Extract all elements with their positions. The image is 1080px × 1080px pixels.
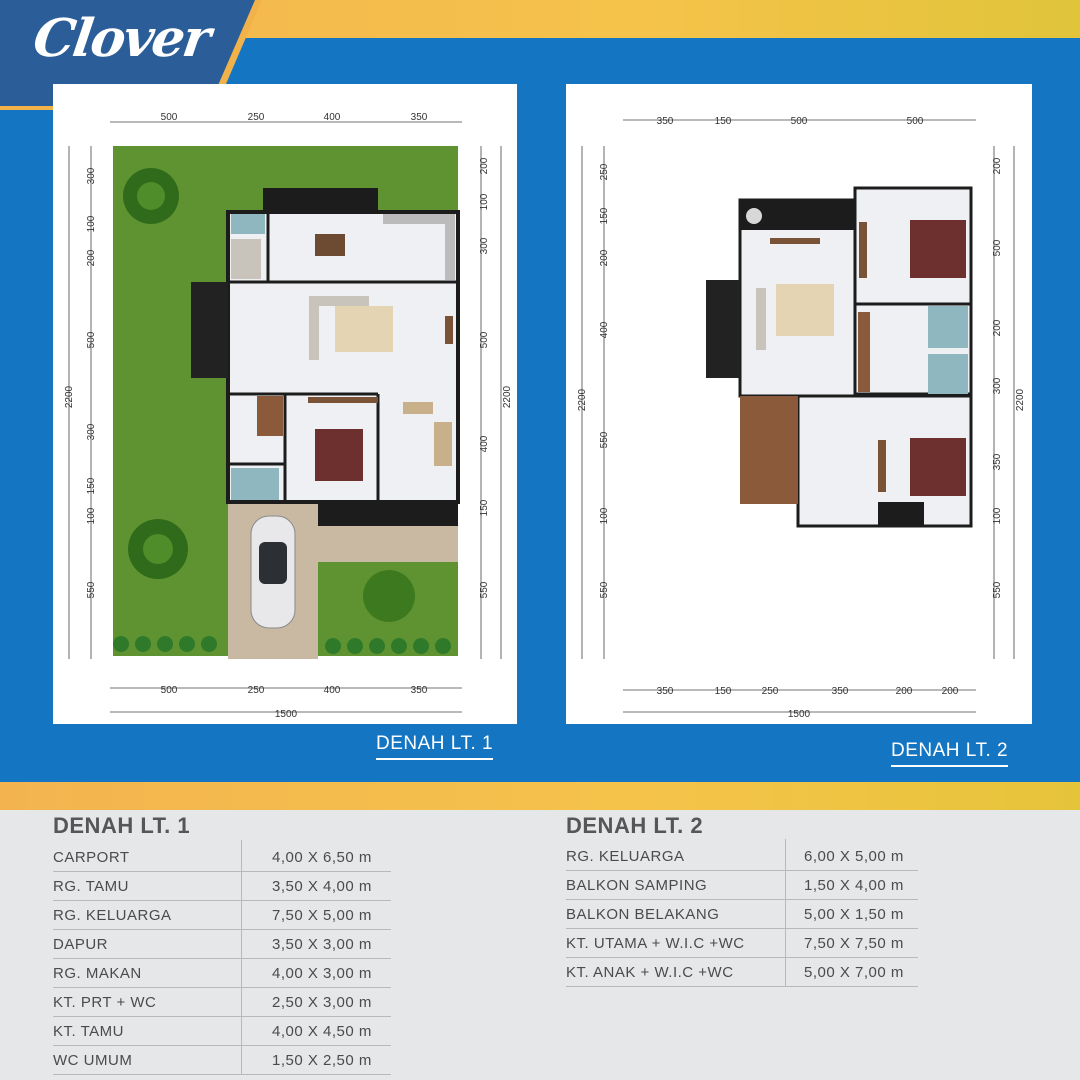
spec-row: [53, 930, 391, 959]
dim-left-4: 500: [86, 331, 97, 349]
spec-room-name: WC UMUM: [53, 1052, 133, 1069]
dim-left-8: 550: [86, 581, 97, 599]
spec-divider: [241, 869, 242, 901]
dim-bottom-total: 1500: [787, 709, 811, 720]
dim-top-1: 500: [160, 112, 178, 123]
kids-wc: [928, 354, 968, 394]
spec-divider: [241, 1014, 242, 1046]
family-sofa: [756, 288, 766, 350]
specs-1-title: DENAH LT. 1: [53, 813, 191, 838]
living-rug: [335, 306, 393, 352]
floor-plan-1: [53, 84, 517, 724]
dim-left-2: 150: [599, 207, 610, 225]
dim-left-3: 200: [86, 249, 97, 267]
floor-plan-1-drawing: [53, 84, 517, 724]
spec-room-size: 4,00 X 4,50 m: [272, 1023, 372, 1040]
dim-right-6: 150: [479, 499, 490, 517]
dim-top-2: 250: [247, 112, 265, 123]
spec-row: [566, 842, 918, 871]
spec-room-size: 3,50 X 3,00 m: [272, 936, 372, 953]
front-terrace: [318, 502, 458, 526]
kids-bed: [910, 438, 966, 496]
guest-bed: [315, 429, 363, 481]
bottom-gold-stripe: [0, 782, 1080, 810]
spec-room-name: KT. UTAMA + W.I.C +WC: [566, 935, 745, 952]
dim-top-1: 350: [656, 116, 674, 127]
floor-plan-2: [566, 84, 1032, 724]
master-wc: [928, 306, 968, 348]
shrub-icon: [363, 570, 415, 622]
spec-row: [53, 901, 391, 930]
spec-room-size: 1,50 X 2,50 m: [272, 1052, 372, 1069]
dim-bottom-total: 1500: [274, 709, 298, 720]
dim-left-7: 550: [599, 581, 610, 599]
plan-2-caption: DENAH LT. 2: [891, 740, 1008, 767]
dim-right-total: 2200: [1015, 388, 1026, 412]
dim-left-1: 250: [599, 163, 610, 181]
spec-room-name: RG. MAKAN: [53, 965, 142, 982]
dim-left-6: 150: [86, 477, 97, 495]
spec-divider: [241, 956, 242, 988]
dim-left-2: 100: [86, 215, 97, 233]
dim-right-7: 550: [479, 581, 490, 599]
dim-bottom-2: 250: [247, 685, 265, 696]
dim-right-1: 200: [479, 157, 490, 175]
spec-row: [53, 872, 391, 901]
spec-divider: [785, 897, 786, 929]
spec-room-name: KT. PRT + WC: [53, 994, 157, 1011]
spec-divider: [241, 927, 242, 959]
front-balcony: [878, 502, 924, 526]
dim-right-4: 300: [992, 377, 1003, 395]
dim-bottom-4: 350: [410, 685, 428, 696]
dim-top-4: 350: [410, 112, 428, 123]
spec-room-size: 7,50 X 7,50 m: [804, 935, 904, 952]
spec-row: [53, 1046, 391, 1075]
plan-1-caption: DENAH LT. 1: [376, 733, 493, 760]
spec-divider: [785, 868, 786, 900]
dim-top-4: 500: [906, 116, 924, 127]
dim-right-4: 500: [479, 331, 490, 349]
spec-divider: [241, 985, 242, 1017]
spec-row: [566, 929, 918, 958]
spec-row: [53, 843, 391, 872]
dim-bottom-2: 150: [714, 686, 732, 697]
dim-left-5: 550: [599, 431, 610, 449]
side-balcony: [191, 282, 228, 378]
prt-bed: [231, 239, 261, 279]
spec-room-size: 6,00 X 5,00 m: [804, 848, 904, 865]
spec-room-size: 4,00 X 6,50 m: [272, 849, 372, 866]
spec-room-name: RG. TAMU: [53, 878, 129, 895]
kitchen-counter: [383, 214, 455, 224]
specs-1-table: [53, 843, 391, 1075]
dim-top-3: 400: [323, 112, 341, 123]
family-rug: [776, 284, 834, 336]
dim-left-1: 300: [86, 167, 97, 185]
spec-room-size: 2,50 X 3,00 m: [272, 994, 372, 1011]
spec-room-size: 3,50 X 4,00 m: [272, 878, 372, 895]
wardrobe: [858, 312, 870, 392]
dim-right-7: 550: [992, 581, 1003, 599]
dim-right-3: 300: [479, 237, 490, 255]
spec-room-size: 5,00 X 1,50 m: [804, 906, 904, 923]
dim-bottom-3: 400: [323, 685, 341, 696]
spec-row: [566, 871, 918, 900]
side-balcony: [706, 280, 740, 378]
dim-bottom-3: 250: [761, 686, 779, 697]
dim-bottom-1: 500: [160, 685, 178, 696]
spec-room-name: KT. TAMU: [53, 1023, 124, 1040]
dim-right-5: 350: [992, 453, 1003, 471]
dim-top-3: 500: [790, 116, 808, 127]
spec-divider: [785, 839, 786, 871]
dim-right-6: 100: [992, 507, 1003, 525]
dining-table: [315, 234, 345, 256]
brand-logo: Clover: [29, 8, 213, 69]
spec-row: [53, 1017, 391, 1046]
spec-row: [566, 958, 918, 987]
spec-room-name: BALKON SAMPING: [566, 877, 708, 894]
spec-room-name: BALKON BELAKANG: [566, 906, 720, 923]
dim-bottom-1: 350: [656, 686, 674, 697]
spec-room-name: RG. KELUARGA: [53, 907, 172, 924]
stair-void: [740, 396, 798, 504]
spec-room-name: RG. KELUARGA: [566, 848, 685, 865]
spec-room-size: 4,00 X 3,00 m: [272, 965, 372, 982]
dim-right-3: 200: [992, 319, 1003, 337]
spec-row: [53, 988, 391, 1017]
spec-room-name: CARPORT: [53, 849, 130, 866]
dim-left-4: 400: [599, 321, 610, 339]
dim-right-2: 500: [992, 239, 1003, 257]
specs-2-table: [566, 842, 918, 987]
dim-left-6: 100: [599, 507, 610, 525]
master-bed: [910, 220, 966, 278]
spec-room-name: KT. ANAK + W.I.C +WC: [566, 964, 734, 981]
wc-umum: [231, 468, 279, 500]
spec-row: [53, 959, 391, 988]
wc-prt: [231, 214, 265, 234]
specs-2-title: DENAH LT. 2: [566, 813, 704, 838]
rear-terrace: [263, 188, 378, 212]
tv-cabinet: [445, 316, 453, 344]
spec-divider: [241, 840, 242, 872]
dim-right-5: 400: [479, 435, 490, 453]
spec-room-name: DAPUR: [53, 936, 109, 953]
dim-bottom-5: 200: [895, 686, 913, 697]
dim-left-3: 200: [599, 249, 610, 267]
spec-room-size: 1,50 X 4,00 m: [804, 877, 904, 894]
spec-divider: [785, 926, 786, 958]
dim-left-7: 100: [86, 507, 97, 525]
dim-right-1: 200: [992, 157, 1003, 175]
dim-right-2: 100: [479, 193, 490, 211]
dim-left-total: 2200: [64, 385, 75, 409]
spec-row: [566, 900, 918, 929]
spec-room-size: 7,50 X 5,00 m: [272, 907, 372, 924]
dim-bottom-4: 350: [831, 686, 849, 697]
spec-divider: [241, 898, 242, 930]
spec-room-size: 5,00 X 7,00 m: [804, 964, 904, 981]
dim-bottom-6: 200: [941, 686, 959, 697]
dim-top-2: 150: [714, 116, 732, 127]
spec-divider: [785, 955, 786, 987]
stairs: [257, 396, 283, 436]
dim-right-total: 2200: [502, 385, 513, 409]
dim-left-total: 2200: [577, 388, 588, 412]
spec-divider: [241, 1043, 242, 1075]
dim-left-5: 300: [86, 423, 97, 441]
floor-plan-2-drawing: [566, 84, 1032, 724]
